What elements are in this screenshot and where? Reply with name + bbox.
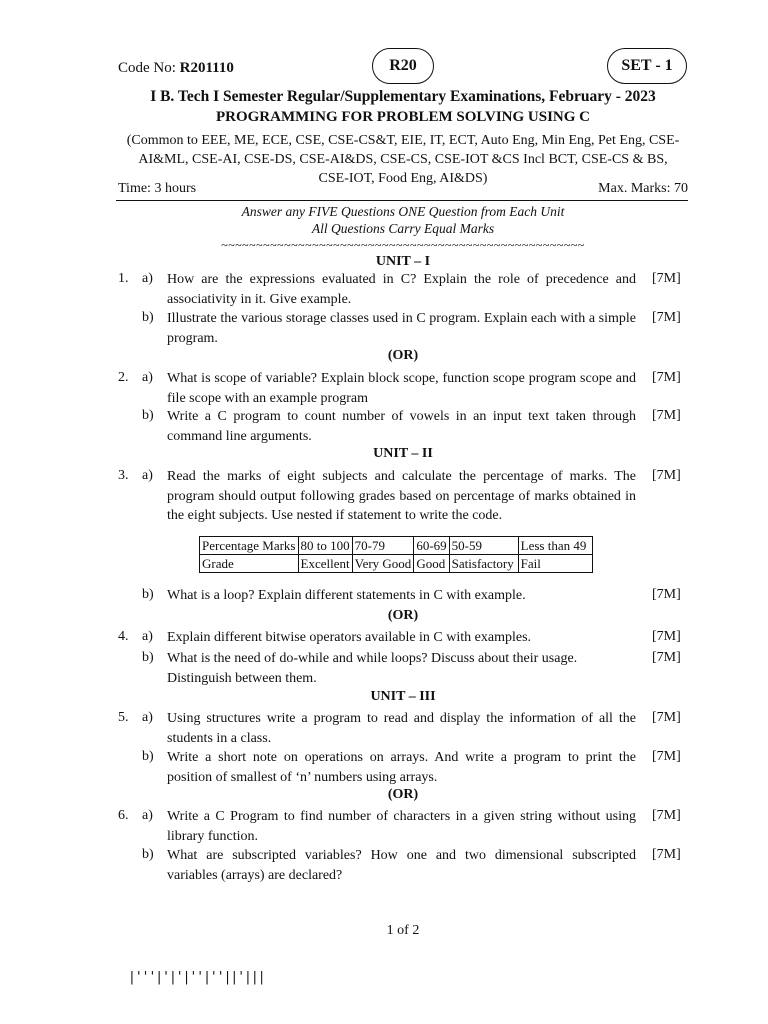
header-divider [116,200,688,201]
subquestion-label: b) [142,749,154,764]
unit-1-heading: UNIT – I [375,254,431,269]
question-text: How are the expressions evaluated in C? Explain the role of precedence and associativity in it. Give example. [167,272,636,307]
question-number: 2. [118,370,129,385]
table-cell: 80 to 100 [298,537,352,555]
subquestion-label: b) [142,310,154,325]
question-marks: [7M] [652,749,681,764]
question-marks: [7M] [652,370,681,385]
table-cell: Excellent [298,555,352,573]
subquestion-label: a) [142,468,153,483]
question-text: Illustrate the various storage classes used in C program. Explain each with a simple program. [167,311,636,346]
question-marks: [7M] [652,847,681,862]
question-marks: [7M] [652,271,681,286]
question-marks: [7M] [652,808,681,823]
or-separator: (OR) [387,787,419,802]
question-number: 3. [118,468,129,483]
table-cell: 70-79 [352,537,414,555]
subquestion-label: a) [142,710,153,725]
table-cell: Less than 49 [518,537,592,555]
unit-2-heading: UNIT – II [373,446,433,461]
question-text: Read the marks of eight subjects and calculate the percentage of marks. The program should output following grades based on percentage of marks obtained in the eight subjects. Use nested if statement to write the code. [167,469,636,523]
instruction-line-1: Answer any FIVE Questions ONE Question from Each Unit [241,204,565,219]
question-text: What are subscripted variables? How one and two dimensional subscripted variables (arrays) are declared? [167,848,636,883]
question-marks: [7M] [652,650,681,665]
table-cell: Percentage Marks [200,537,299,555]
common-branches [118,131,688,188]
code-number [118,60,234,77]
common-line-2: AI&ML, CSE-AI, CSE-DS, CSE-AI&DS, CSE-CS, CSE-IOT &CS Incl BCT, CSE-CS & BS, [138,152,668,167]
table-cell: Good [414,555,449,573]
subquestion-label: a) [142,808,153,823]
barcode: |'''|'|'|''|''||'||| [128,970,265,985]
subquestion-label: a) [142,629,153,644]
regulation-badge: R20 [372,48,434,84]
question-marks: [7M] [652,629,681,644]
max-marks: Max. Marks: 70 [598,181,688,196]
common-line-3: CSE-IOT, Food Eng, AI&DS) [318,171,488,186]
question-text: Write a C program to count number of vowels in an input text taken through command line arguments. [167,409,636,444]
or-separator: (OR) [387,348,419,363]
table-row [200,555,593,573]
code-label: Code No: [118,60,180,76]
question-text: What is the need of do-while and while loops? Discuss about their usage. Distinguish between them. [167,651,578,686]
table-cell: Grade [200,555,299,573]
grade-table [199,536,593,573]
exam-title: I B. Tech I Semester Regular/Supplementary Examinations, February - 2023 [150,88,656,105]
question-text: What is a loop? Explain different statements in C with example. [167,588,526,603]
question-marks: [7M] [652,310,681,325]
subquestion-label: a) [142,370,153,385]
page-number: 1 of 2 [386,923,420,938]
subquestion-label: a) [142,271,153,286]
common-line-1: (Common to EEE, ME, ECE, CSE, CSE-CS&T, EIE, IT, ECT, Auto Eng, Min Eng, Pet Eng, CSE- [126,133,680,148]
tilde-divider: ~~~~~~~~~~~~~~~~~~~~~~~~~~~~~~~~~~~~~~~~~~~~~~~~~~~~ [221,238,585,252]
question-marks: [7M] [652,408,681,423]
table-cell: Very Good [352,555,414,573]
unit-3-heading: UNIT – III [370,689,436,704]
question-number: 5. [118,710,129,725]
question-text: Write a short note on operations on arrays. And write a program to print the position of smallest of ‘n’ numbers using arrays. [167,750,636,785]
table-cell: Satisfactory [449,555,518,573]
set-badge: SET - 1 [607,48,687,84]
table-cell: 50-59 [449,537,518,555]
question-marks: [7M] [652,468,681,483]
instruction-line-2: All Questions Carry Equal Marks [311,221,495,236]
subquestion-label: b) [142,847,154,862]
subquestion-label: b) [142,650,154,665]
or-separator: (OR) [387,608,419,623]
exam-time: Time: 3 hours [118,181,197,196]
question-number: 6. [118,808,129,823]
subquestion-label: b) [142,408,154,423]
question-marks: [7M] [652,710,681,725]
table-row [200,537,593,555]
question-marks: [7M] [652,587,681,602]
subquestion-label: b) [142,587,154,602]
question-text: Explain different bitwise operators available in C with examples. [167,630,532,645]
question-number: 1. [118,271,129,286]
subject-title: PROGRAMMING FOR PROBLEM SOLVING USING C [215,109,591,125]
table-cell: 60-69 [414,537,449,555]
question-text: Using structures write a program to read and display the information of all the students in a class. [167,711,636,746]
table-cell: Fail [518,555,592,573]
code-value: R201110 [179,60,234,76]
question-text: Write a C Program to find number of characters in a given string without using library function. [167,809,636,844]
question-text: What is scope of variable? Explain block scope, function scope program scope and file scope with an example program [167,371,636,406]
question-number: 4. [118,629,129,644]
